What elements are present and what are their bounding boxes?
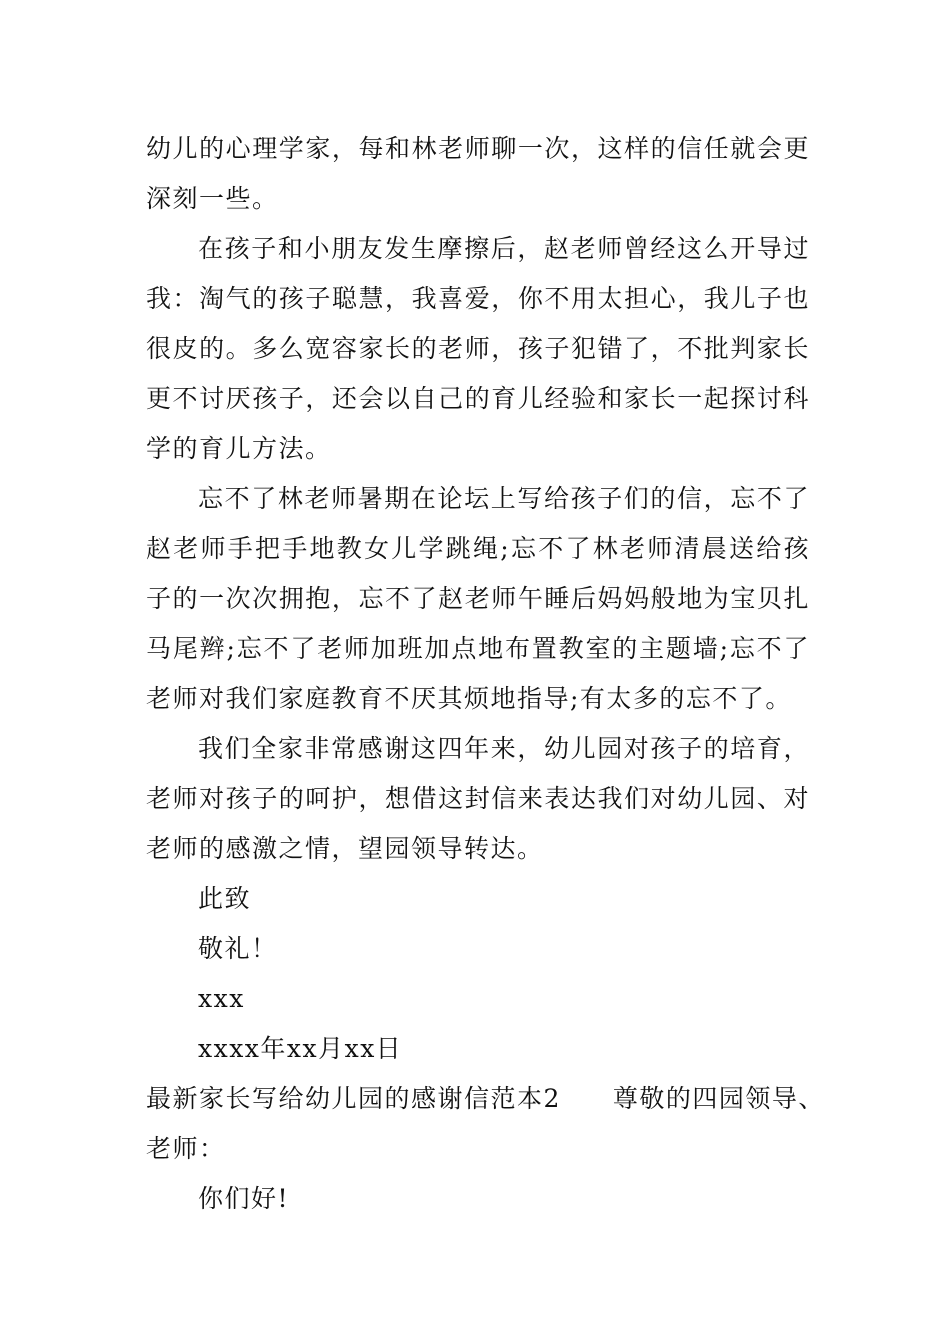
letter-date: xxxx年xx月xx日 — [198, 1034, 403, 1063]
next-letter-title: 最新家长写给幼儿园的感谢信范本2 — [146, 1084, 561, 1113]
next-letter-opening: 你们好! — [198, 1184, 290, 1213]
paragraph-1: 幼儿的心理学家，每和林老师聊一次，这样的信任就会更深刻一些。 — [146, 134, 810, 213]
paragraph-2: 在孩子和小朋友发生摩擦后，赵老师曾经这么开导过我：淘气的孩子聪慧，我喜爱，你不用太担心，我儿子也很皮的。多么宽容家长的老师，孩子犯错了，不批判家长更不讨厌孩子，还会以自己的育儿经验和家长一起探讨科学的育儿方法。 — [146, 234, 810, 463]
paragraph-4: 我们全家非常感谢这四年来，幼儿园对孩子的培育，老师对孩子的呵护，想借这封信来表达我们对幼儿园、对老师的感激之情，望园领导转达。 — [146, 734, 810, 863]
closing-regards: 敬礼！ — [198, 934, 278, 963]
signature: xxx — [198, 984, 245, 1013]
letter-body — [146, 124, 825, 1224]
paragraph-3: 忘不了林老师暑期在论坛上写给孩子们的信，忘不了赵老师手把手地教女儿学跳绳;忘不了林老师清晨送给孩子的一次次拥抱，忘不了赵老师午睡后妈妈般地为宝贝扎马尾辫;忘不了老师加班加点地布置教室的主题墙;忘不了老师对我们家庭教育不厌其烦地指导;有太多的忘不了。 — [146, 484, 810, 713]
next-letter-heading — [146, 1074, 825, 1124]
next-letter-greeting: 尊敬的四园领导、 — [612, 1084, 825, 1113]
closing-salutation: 此致 — [198, 884, 252, 913]
next-letter-greeting-continued: 老师： — [146, 1134, 226, 1163]
